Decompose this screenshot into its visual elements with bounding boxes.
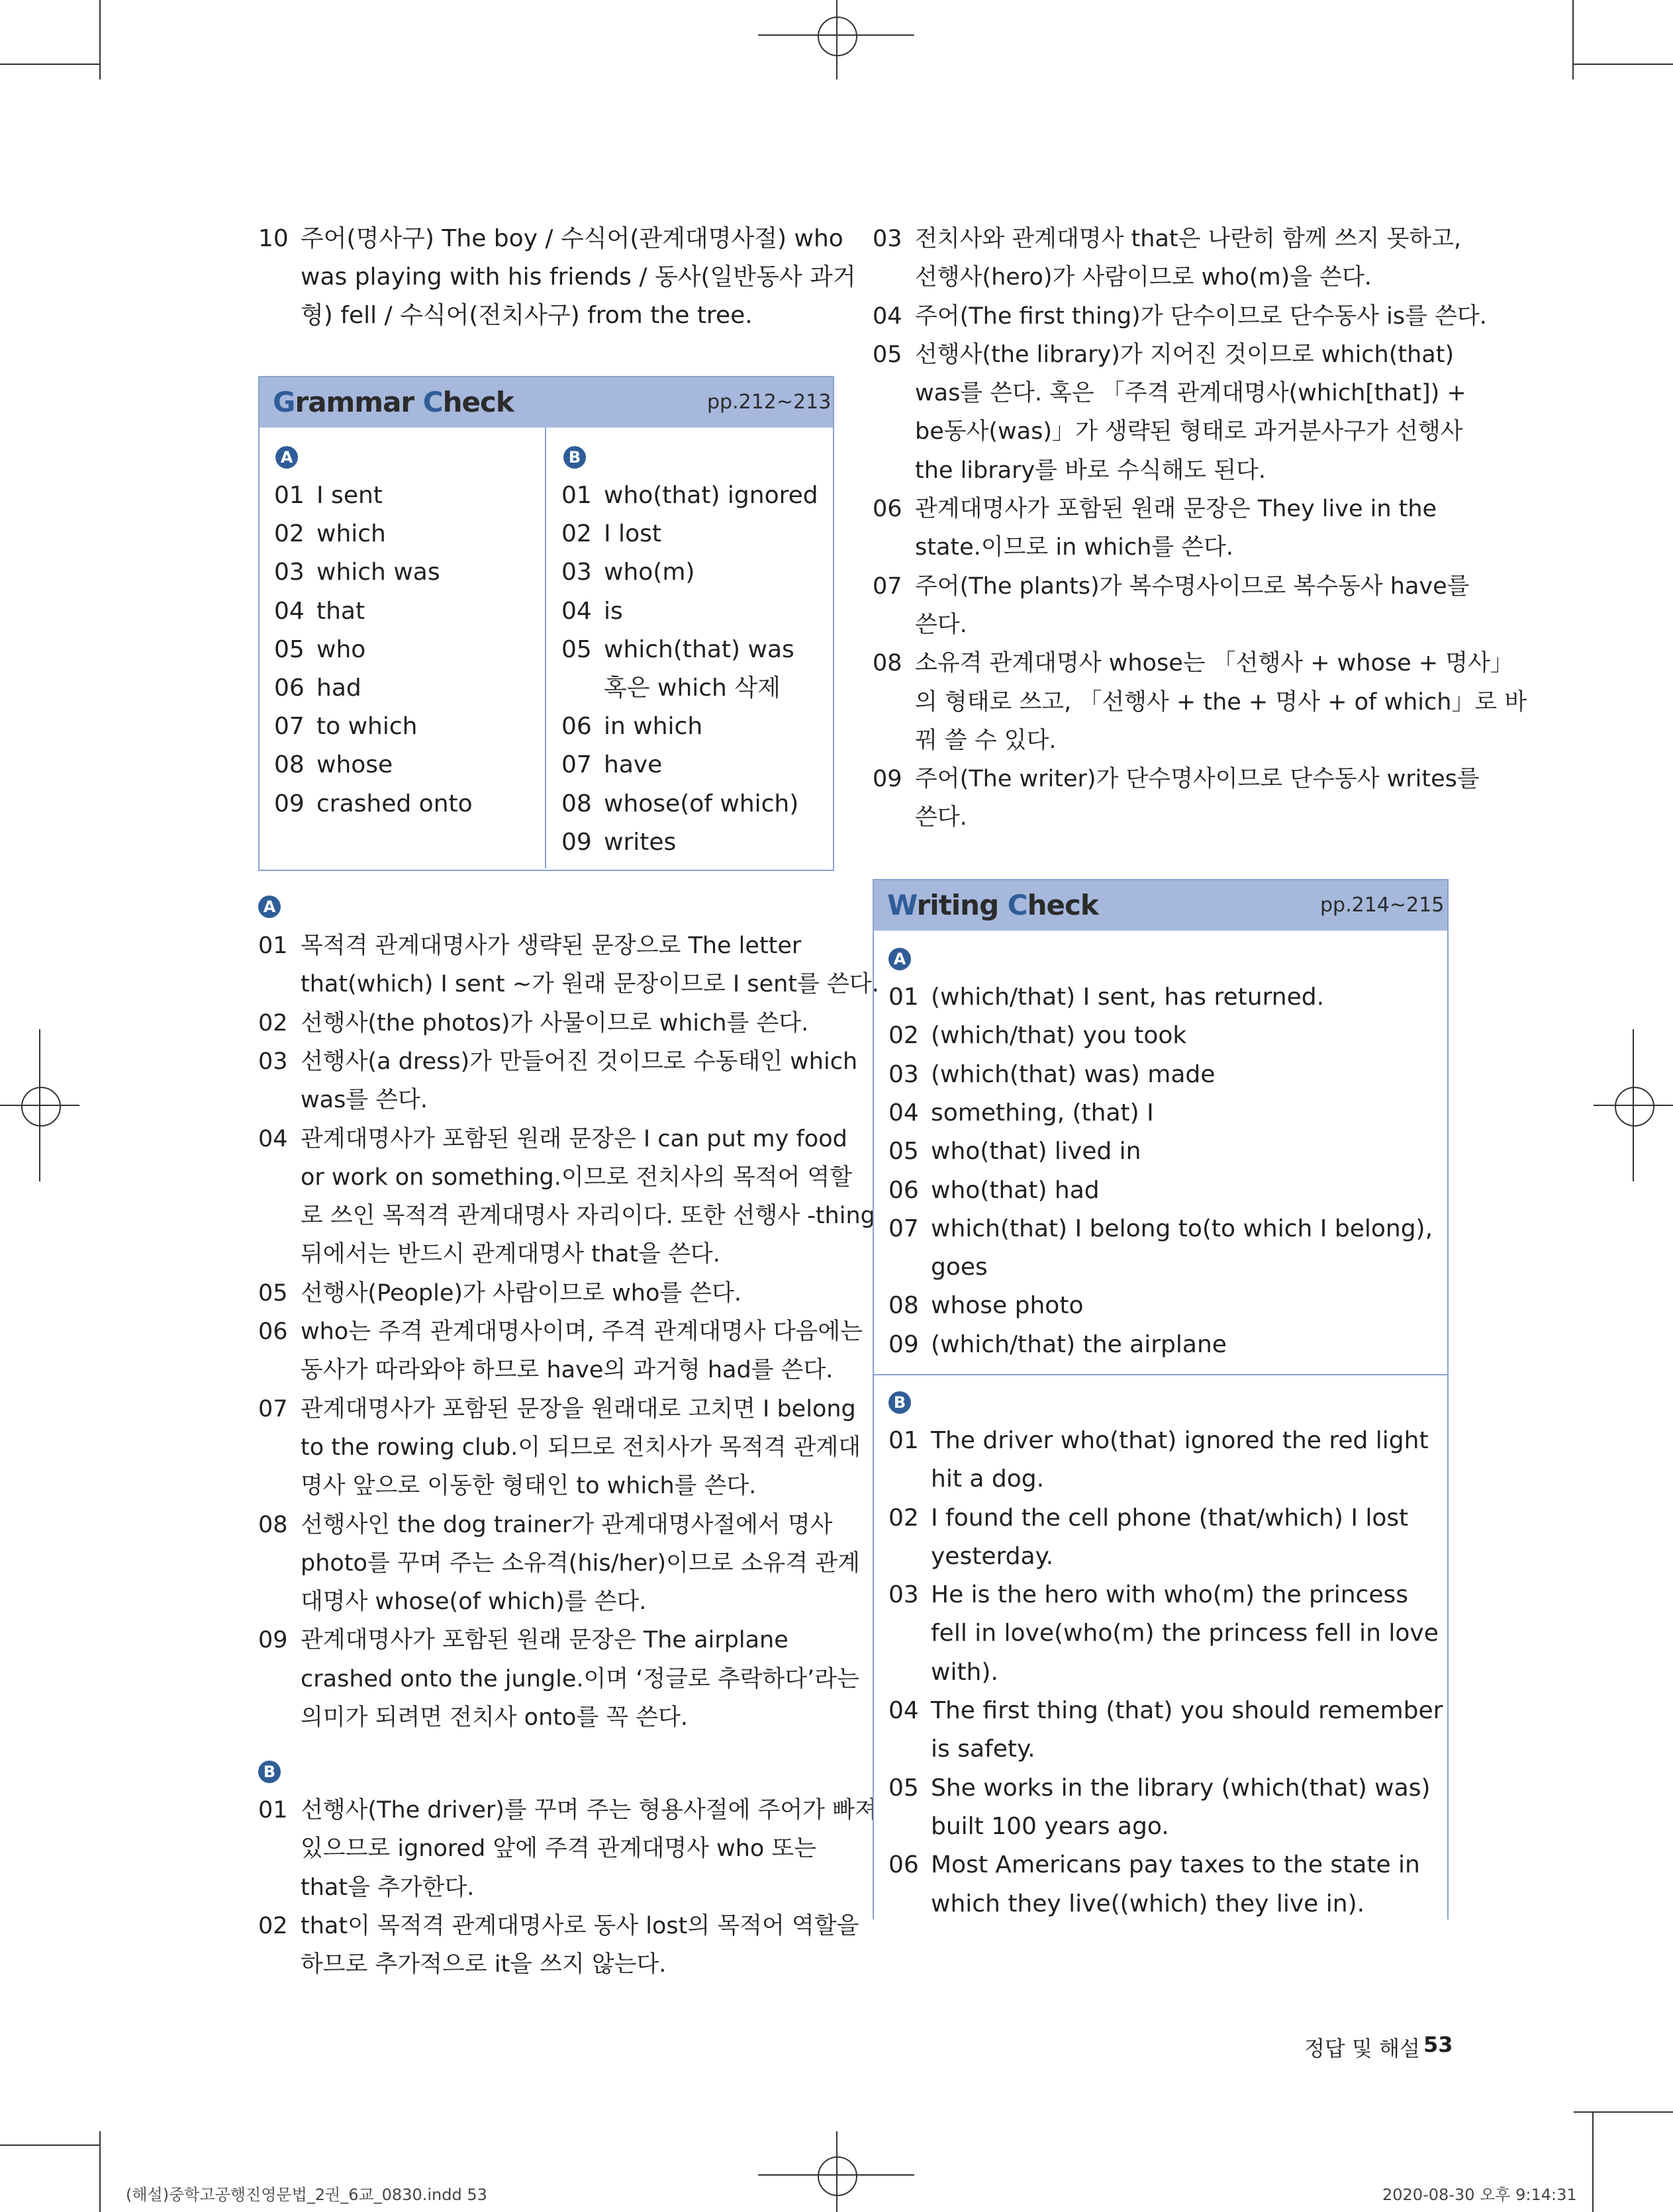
crop-mark <box>1574 64 1673 65</box>
item-line: who(m) <box>604 559 695 586</box>
item-number: 01 <box>888 1427 919 1454</box>
item-line: writes <box>604 828 677 856</box>
section-divider <box>874 1374 1447 1375</box>
item-line: 대명사 whose(of which)를 쓴다. <box>301 1589 647 1616</box>
item-line: in which <box>604 713 703 741</box>
item-line: that <box>316 597 365 625</box>
item-line: 선행사(People)가 사람이므로 who를 쓴다. <box>301 1279 742 1307</box>
item-number: 05 <box>561 635 592 663</box>
item-line: who는 주격 관계대명사이며, 주격 관계대명사 다음에는 <box>301 1318 863 1345</box>
crop-mark <box>1572 0 1574 79</box>
item-line: I sent <box>316 482 383 509</box>
item-number: 03 <box>561 559 592 586</box>
item-line: which(that) was <box>604 635 794 663</box>
item-number: 10 <box>258 225 289 252</box>
item-number: 03 <box>258 1048 288 1075</box>
item-number: 08 <box>258 1511 288 1538</box>
item-number: 09 <box>274 790 305 817</box>
item-line: 선행사(the photos)가 사물이므로 which를 쓴다. <box>301 1009 809 1037</box>
item-number: 05 <box>274 635 305 663</box>
item-number: 09 <box>873 766 902 793</box>
item-line: 의 형태로 쓰고, 「선행사 + the + 명사 + of which」로 바 <box>915 688 1527 715</box>
crop-mark <box>836 0 837 79</box>
item-number: 05 <box>258 1279 288 1307</box>
item-number: 03 <box>888 1060 919 1088</box>
item-line: is safety. <box>931 1735 1035 1763</box>
item-line: whose <box>316 751 393 779</box>
item-number: 06 <box>258 1318 288 1345</box>
item-number: 04 <box>561 597 592 625</box>
item-line: 혹은 which 삭제 <box>604 674 781 702</box>
item-line: 선행사인 the dog trainer가 관계대명사절에서 명사 <box>301 1511 833 1538</box>
grammar-check-title: Grammar Check <box>273 386 514 418</box>
item-line: who(that) lived in <box>931 1138 1141 1166</box>
item-number: 03 <box>873 226 902 252</box>
item-number: 04 <box>873 302 902 330</box>
item-line: 형) fell / 수식어(전치사구) from the tree. <box>301 302 753 329</box>
item-number: 02 <box>274 520 305 548</box>
registration-mark <box>818 2156 857 2196</box>
item-line: with). <box>931 1658 998 1686</box>
item-number: 06 <box>888 1176 919 1204</box>
item-line: 로 쓰인 목적격 관계대명사 자리이다. 또한 선행사 -thing <box>301 1203 875 1230</box>
item-number: 06 <box>888 1851 919 1879</box>
crop-mark <box>1592 2111 1594 2212</box>
item-line: had <box>316 674 361 702</box>
section-badge-a: A <box>258 896 281 918</box>
item-line: yesterday. <box>931 1542 1054 1570</box>
item-line: 쓴다. <box>915 804 967 831</box>
item-number: 02 <box>258 1912 288 1939</box>
writing-check-pages: pp.214~215 <box>1320 894 1445 917</box>
item-number: 02 <box>561 520 592 548</box>
section-badge-b: B <box>888 1391 911 1414</box>
crop-mark <box>99 2131 101 2212</box>
item-line: 선행사(a dress)가 만들어진 것이므로 수동태인 which <box>301 1048 858 1075</box>
item-number: 08 <box>888 1292 919 1320</box>
item-line: 선행사(hero)가 사람이므로 who(m)을 쓴다. <box>915 264 1372 291</box>
item-line: 주어(The first thing)가 단수이므로 단수동사 is를 쓴다. <box>915 302 1487 330</box>
item-number: 01 <box>888 984 919 1011</box>
slug-datetime: 2020-08-30 오후 9:14:31 <box>1382 2186 1577 2204</box>
item-line: 전치사와 관계대명사 that은 나란히 함께 쓰지 못하고, <box>915 226 1462 252</box>
item-number: 01 <box>258 933 288 959</box>
item-number: 08 <box>561 790 592 817</box>
item-number: 05 <box>888 1774 919 1802</box>
item-number: 08 <box>274 751 305 779</box>
grammar-check-pages: pp.212~213 <box>707 391 832 414</box>
item-number: 04 <box>888 1697 919 1725</box>
item-line: 소유격 관계대명사 whose는 「선행사 + whose + 명사」 <box>915 650 1513 677</box>
item-line: fell in love(who(m) the princess fell in love <box>931 1620 1439 1647</box>
item-line: (which/that) the airplane <box>931 1330 1227 1358</box>
item-line: 선행사(the library)가 지어진 것이므로 which(that) <box>915 341 1455 368</box>
item-line: I lost <box>604 520 661 548</box>
item-line: something, (that) I <box>931 1099 1154 1127</box>
item-number: 07 <box>873 573 902 600</box>
section-badge-b: B <box>563 446 586 469</box>
item-line: (which/that) I sent, has returned. <box>931 984 1325 1011</box>
item-line: 뒤에서는 반드시 관계대명사 that을 쓴다. <box>301 1241 720 1268</box>
item-line: 주어(명사구) The boy / 수식어(관계대명사절) who <box>301 225 843 252</box>
item-number: 06 <box>561 713 592 741</box>
item-number: 05 <box>873 341 902 368</box>
crop-mark <box>39 1029 40 1181</box>
item-line: 의미가 되려면 전치사 onto를 꼭 쓴다. <box>301 1704 689 1731</box>
item-line: that(which) I sent ~가 원래 문장이므로 I sent를 쓴다. <box>301 971 879 998</box>
item-line: crashed onto <box>316 790 473 817</box>
item-number: 04 <box>258 1125 288 1152</box>
item-number: 07 <box>561 751 592 779</box>
item-number: 06 <box>873 496 902 523</box>
item-line: 동사가 따라와야 하므로 have의 과거형 had를 쓴다. <box>301 1357 834 1384</box>
column-divider <box>545 428 546 868</box>
crop-mark <box>0 2144 99 2146</box>
item-line: was playing with his friends / 동사(일반동사 과거 <box>301 263 856 291</box>
item-line: to the rowing club.이 되므로 전치사가 목적격 관계대 <box>301 1434 861 1461</box>
item-line: 관계대명사가 포함된 원래 문장은 I can put my food <box>301 1125 847 1152</box>
item-number: 01 <box>274 482 305 509</box>
item-number: 07 <box>274 713 305 741</box>
footer-label: 정답 및 해설 <box>1304 2036 1420 2061</box>
item-line: who(that) ignored <box>604 482 818 509</box>
crop-mark <box>1633 1029 1634 1181</box>
item-number: 08 <box>873 650 902 677</box>
item-number: 09 <box>888 1330 919 1358</box>
item-line: (which(that) was) made <box>931 1060 1216 1088</box>
item-number: 03 <box>274 559 305 586</box>
item-line: 있으므로 ignored 앞에 주격 관계대명사 who 또는 <box>301 1835 817 1863</box>
item-line: 관계대명사가 포함된 원래 문장은 They live in the <box>915 496 1437 523</box>
item-line: who(that) had <box>931 1176 1100 1204</box>
crop-mark <box>836 2131 837 2212</box>
item-line: was를 쓴다. 혹은 「주격 관계대명사(which[that]) + <box>915 380 1466 407</box>
registration-mark <box>21 1087 61 1127</box>
item-line: 관계대명사가 포함된 문장을 원래대로 고치면 I belong <box>301 1395 856 1422</box>
item-line: which(that) I belong to(to which I belong), <box>931 1215 1433 1242</box>
item-line: is <box>604 597 623 625</box>
item-line: (which/that) you took <box>931 1022 1187 1050</box>
item-line: that이 목적격 관계대명사로 동사 lost의 목적어 역할을 <box>301 1912 859 1939</box>
crop-mark <box>0 64 99 65</box>
item-line: The driver who(that) ignored the red light <box>931 1427 1429 1454</box>
item-number: 06 <box>274 674 305 702</box>
section-badge-b: B <box>258 1761 281 1783</box>
item-line: whose(of which) <box>604 790 799 817</box>
item-line: goes <box>931 1254 988 1281</box>
page-number: 53 <box>1423 2032 1453 2057</box>
item-line: 명사 앞으로 이동한 형태인 to which를 쓴다. <box>301 1473 757 1500</box>
registration-mark <box>818 17 857 56</box>
item-line: that을 추가한다. <box>301 1874 475 1901</box>
item-line: I found the cell phone (that/which) I lost <box>931 1504 1409 1532</box>
item-number: 09 <box>561 828 592 856</box>
section-badge-a: A <box>275 446 298 469</box>
item-number: 02 <box>258 1009 288 1037</box>
item-line: photo를 꾸며 주는 소유격(his/her)이므로 소유격 관계 <box>301 1549 860 1577</box>
crop-mark <box>99 0 101 79</box>
item-line: which they live((which) they live in). <box>931 1890 1365 1917</box>
item-number: 03 <box>888 1581 919 1609</box>
item-line: 하므로 추가적으로 it을 쓰지 않는다. <box>301 1951 667 1978</box>
item-line: was를 쓴다. <box>301 1087 428 1114</box>
item-line: 쓴다. <box>915 611 967 638</box>
item-line: who <box>316 635 366 663</box>
item-line: 선행사(The driver)를 꾸며 주는 형용사절에 주어가 빠져 <box>301 1797 877 1823</box>
item-number: 07 <box>258 1395 288 1422</box>
item-number: 02 <box>888 1022 919 1050</box>
item-line: have <box>604 751 663 779</box>
item-line: or work on something.이므로 전치사의 목적어 역할 <box>301 1164 853 1191</box>
writing-check-title: Writing Check <box>887 889 1098 921</box>
item-number: 02 <box>888 1504 919 1532</box>
item-number: 01 <box>258 1797 288 1823</box>
item-line: the library를 바로 수식해도 된다. <box>915 457 1266 484</box>
item-line: The first thing (that) you should remember <box>931 1697 1443 1725</box>
item-line: state.이므로 in which를 쓴다. <box>915 534 1234 561</box>
item-line: He is the hero with who(m) the princess <box>931 1581 1408 1609</box>
item-line: to which <box>316 713 418 741</box>
item-line: She works in the library (which(that) was) <box>931 1774 1431 1802</box>
item-line: 꿔 쓸 수 있다. <box>915 727 1057 754</box>
item-line: 목적격 관계대명사가 생략된 문장으로 The letter <box>301 933 802 959</box>
item-number: 05 <box>888 1138 919 1166</box>
item-number: 07 <box>888 1215 919 1242</box>
item-number: 01 <box>561 482 592 509</box>
item-line: Most Americans pay taxes to the state in <box>931 1851 1420 1879</box>
item-line: 주어(The writer)가 단수명사이므로 단수동사 writes를 <box>915 766 1480 793</box>
item-number: 04 <box>888 1099 919 1127</box>
item-line: 관계대명사가 포함된 원래 문장은 The airplane <box>301 1627 789 1654</box>
item-line: which was <box>316 559 440 586</box>
item-line: hit a dog. <box>931 1465 1045 1493</box>
registration-mark <box>1615 1087 1654 1127</box>
crop-mark <box>1574 2111 1673 2113</box>
item-line: 주어(The plants)가 복수명사이므로 복수동사 have를 <box>915 573 1470 600</box>
item-line: built 100 years ago. <box>931 1812 1169 1840</box>
item-number: 04 <box>274 597 305 625</box>
item-number: 09 <box>258 1627 288 1654</box>
slug-filename: (해설)중학고공행진영문법_2권_6교_0830.indd 53 <box>126 2186 487 2204</box>
item-line: be동사(was)」가 생략된 형태로 과거분사구가 선행사 <box>915 418 1463 445</box>
item-line: which <box>316 520 386 548</box>
item-line: crashed onto the jungle.이며 ‘정글로 추락하다’라는 <box>301 1665 859 1692</box>
item-line: whose photo <box>931 1292 1084 1320</box>
section-badge-a: A <box>888 948 911 970</box>
